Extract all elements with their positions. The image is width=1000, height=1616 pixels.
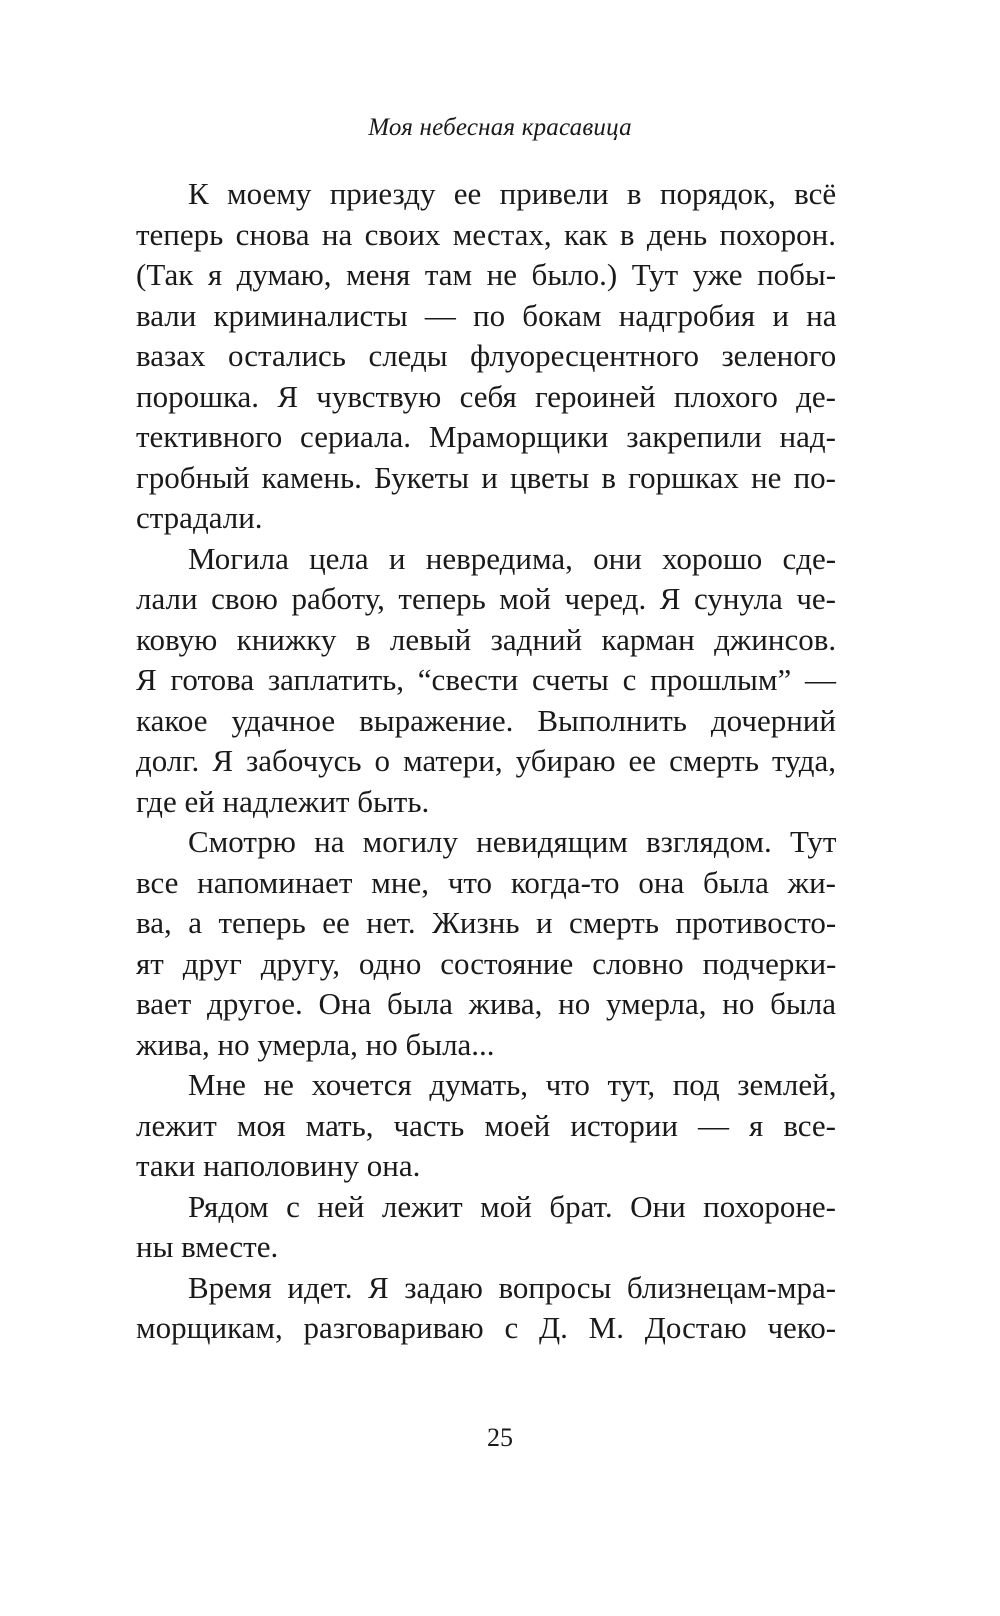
running-header: Моя небесная красавица — [368, 114, 632, 141]
text-line: Рядом с ней лежит мой брат. Они похороне- — [188, 1188, 836, 1224]
text-line: теперь снова на своих местах, как в день похорон. — [136, 216, 836, 252]
page-number: 25 — [487, 1423, 513, 1452]
text-line: ят друг другу, одно состояние словно подчерки- — [136, 945, 837, 981]
text-line: порошка. Я чувствую себя героиней плохого де- — [136, 378, 836, 414]
text-line: все напоминает мне, что когда-то она была жи- — [136, 864, 836, 900]
text-line: лали свою работу, теперь мой черед. Я сунула че- — [136, 581, 836, 616]
text-line: вали криминалисты — по бокам надгробия и на — [136, 297, 837, 333]
text-line: Смотрю на могилу невидящим взглядом. Тут — [188, 824, 837, 859]
text-line: морщикам, разговариваю с Д. М. Достаю чеко- — [136, 1310, 837, 1345]
text-line: лежит моя мать, часть моей истории — я все- — [136, 1107, 836, 1143]
text-line: Время идет. Я задаю вопросы близнецам-мра- — [188, 1269, 837, 1305]
text-line: тективного сериала. Мраморщики закрепили над- — [136, 419, 836, 454]
text-line: где ей надлежит быть. — [136, 783, 430, 819]
text-line: (Так я думаю, меня там не было.) Тут уже побы- — [136, 257, 837, 292]
text-line: Я готова заплатить, “свести счеты с прошлым” — — [136, 662, 836, 697]
text-line: гробный камень. Букеты и цветы в горшках не по- — [136, 459, 836, 495]
text-line: вазах остались следы флуоресцентного зеленого — [136, 338, 837, 373]
text-line: ковую книжку в левый задний карман джинсов. — [136, 621, 837, 657]
text-line: жива, но умерла, но была... — [136, 1026, 495, 1062]
text-line: ны вместе. — [136, 1229, 279, 1264]
body-text — [136, 174, 836, 1349]
text-line: Могила цела и невредима, они хорошо сде- — [188, 540, 837, 576]
text-line: К моему приезду ее привели в порядок, всё — [188, 176, 837, 211]
text-line: вает другое. Она была жива, но умерла, но была — [136, 986, 836, 1021]
text-line: долг. Я забочусь о матери, убираю ее смерть туда, — [136, 743, 836, 778]
text-line: таки наполовину она. — [136, 1148, 421, 1183]
text-line: какое удачное выражение. Выполнить дочерний — [136, 702, 836, 738]
text-line: Мне не хочется думать, что тут, под землей, — [188, 1067, 837, 1102]
text-line: ва, а теперь ее нет. Жизнь и смерть противосто- — [136, 905, 837, 940]
text-line: страдали. — [136, 500, 263, 535]
